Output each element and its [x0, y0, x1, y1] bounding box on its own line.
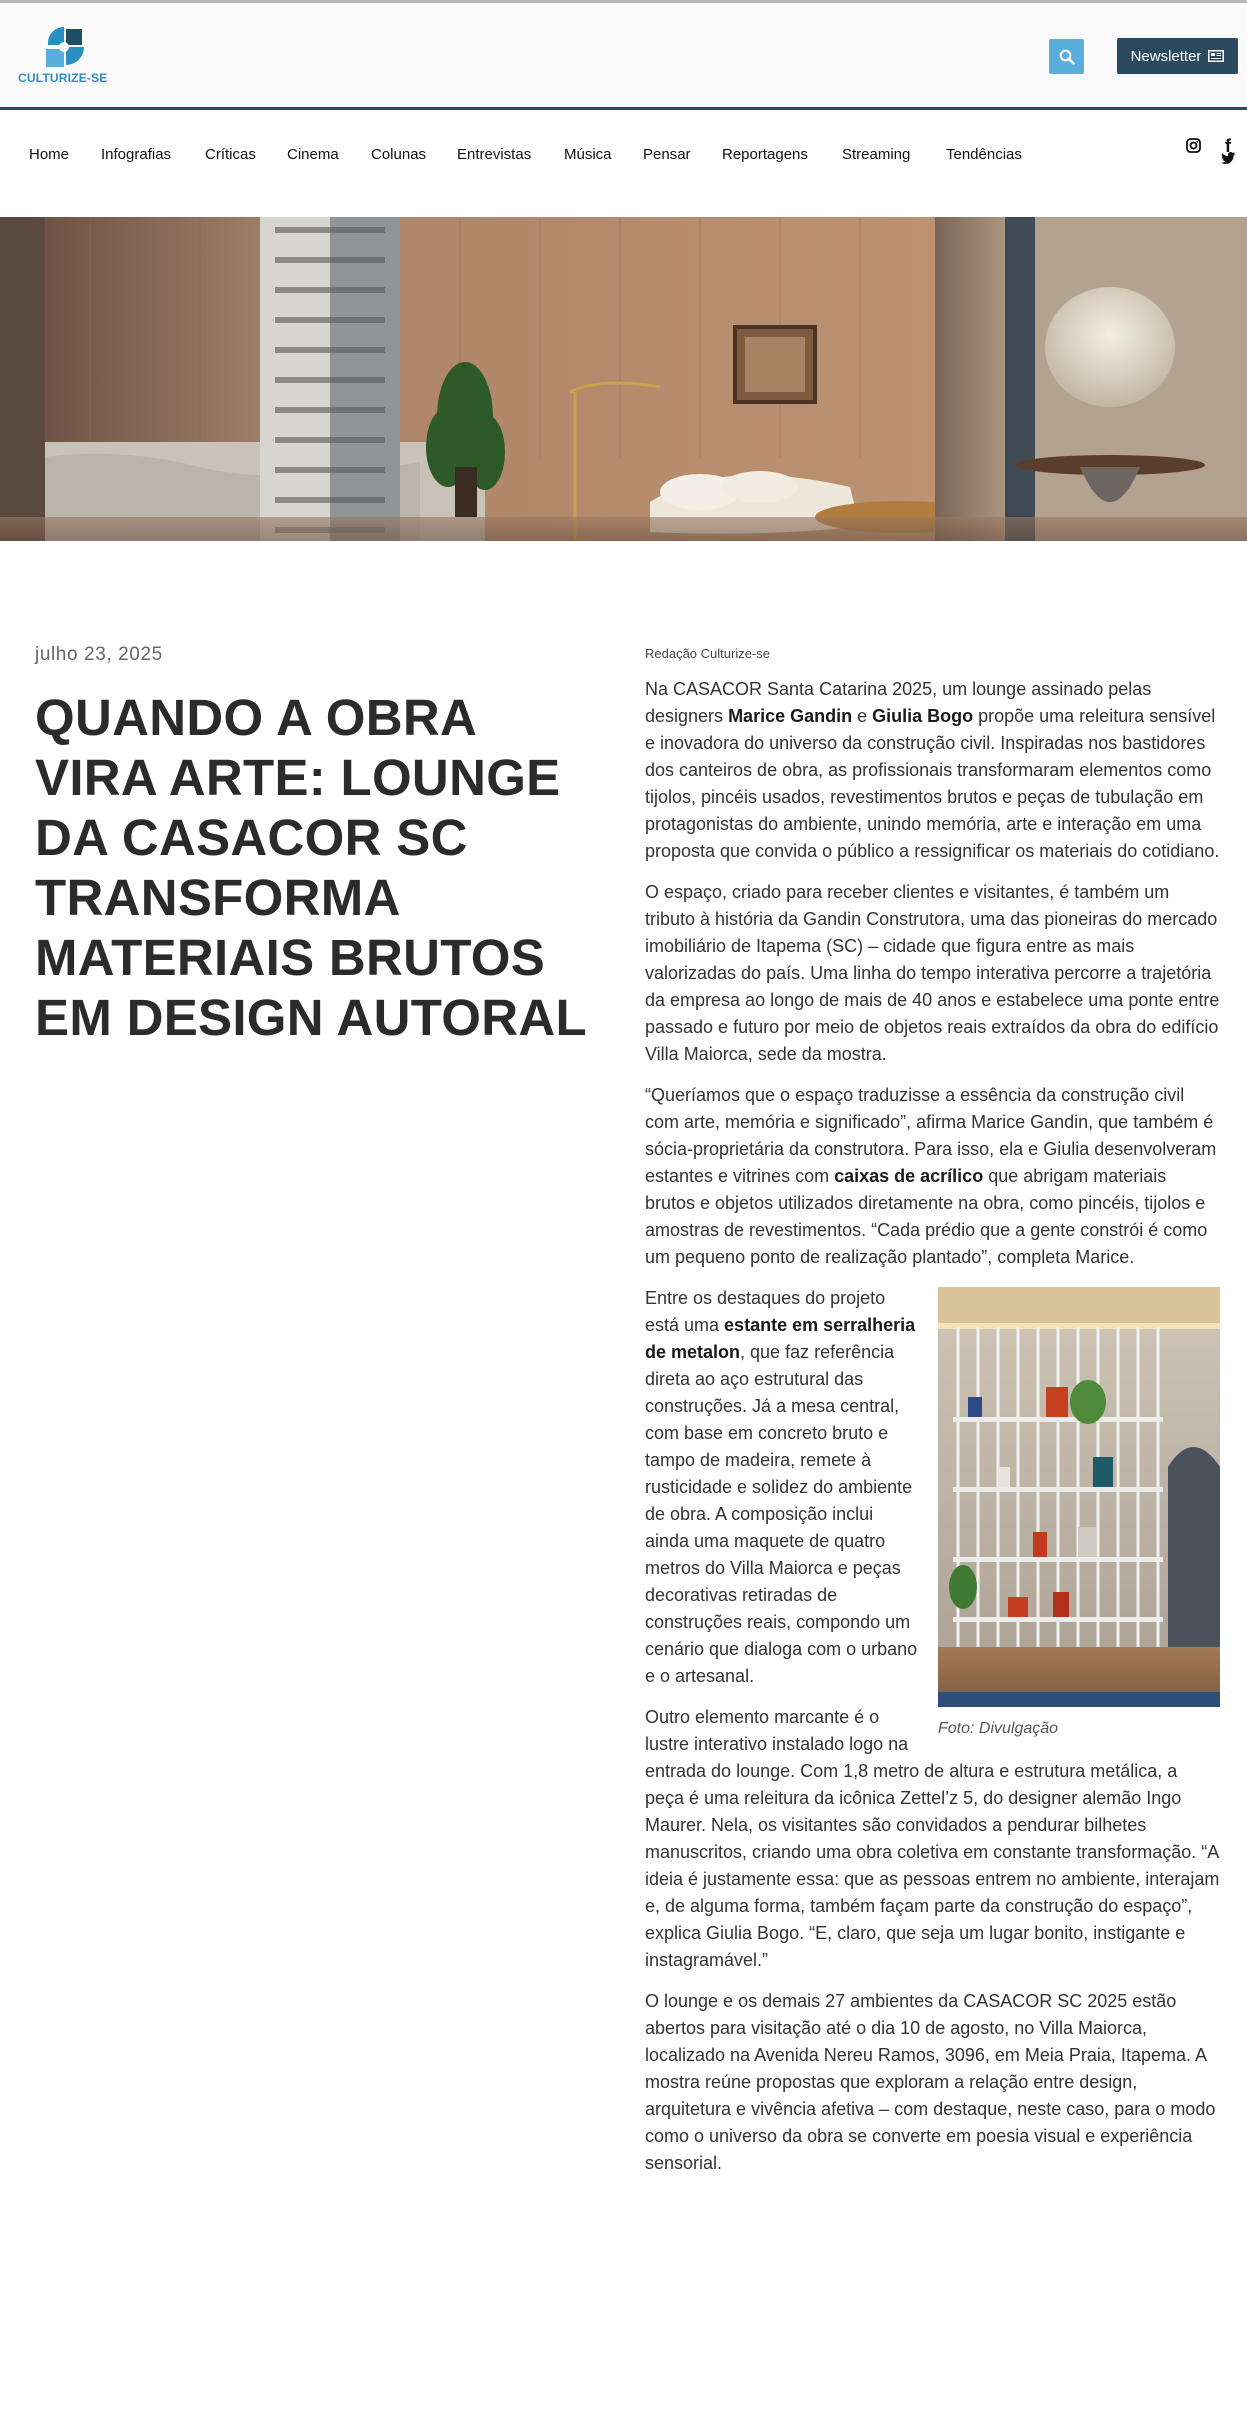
article-date: julho 23, 2025 — [35, 644, 163, 665]
nav-item-colunas[interactable]: Colunas — [371, 146, 427, 163]
paragraph-1: Na CASACOR Santa Catarina 2025, um lounge assinado pelas designers Marice Gandin e Giulia Bogo propõe uma releitura sensível e inovadora do universo da construção civil. Inspiradas nos bastidores dos canteiros de obra, as profissionais transformaram elementos como tijolos, pincéis usados, revestimentos brutos e peças de tubulação em protagonistas do ambiente, unindo memória, arte e interação em uma proposta que convida o público a ressignificar os materiais do cotidiano. — [645, 679, 1220, 861]
paragraph-6: O lounge e os demais 27 ambientes da CASACOR SC 2025 estão abertos para visitação até o dia 10 de agosto, no Villa Maiorca, localizado na Avenida Nereu Ramos, 3096, em Meia Praia, Itapema. A mostra reúne propostas que exploram a relação entre design, arquitetura e vivência afetiva – com destaque, neste caso, para o modo como o universo da obra se converte em poesia visual e experiência sensorial. — [645, 1991, 1216, 2173]
search-icon — [1059, 49, 1075, 65]
nav-item-tendencias[interactable]: Tendências — [946, 146, 1022, 163]
nav-item-pensar[interactable]: Pensar — [643, 146, 691, 163]
nav-item-criticas[interactable]: Críticas — [205, 146, 256, 163]
twitter-icon — [1221, 152, 1235, 164]
paragraph-3: “Queríamos que o espaço traduzisse a essência da construção civil com arte, memória e significado”, afirma Marice Gandin, que também é sócia-proprietária da construtora. Para isso, ela e Giulia desenvolveram estantes e vitrines com caixas de acrílico que abrigam materiais brutos e objetos utilizados diretamente na obra, como pincéis, tijolos e amostras de revestimentos. “Cada prédio que a gente constrói é como um pequeno ponto de realização plantado”, completa Marice. — [645, 1085, 1217, 1267]
figure-image[interactable] — [938, 1287, 1220, 1707]
article-author[interactable]: Redação Culturize-se — [645, 646, 771, 661]
site-header — [0, 0, 1247, 110]
figure-caption: Foto: Divulgação — [938, 1720, 1059, 1737]
nav-item-cinema[interactable]: Cinema — [287, 146, 339, 163]
instagram-link[interactable] — [1186, 138, 1201, 158]
main-nav — [0, 113, 1247, 210]
nav-item-infografias[interactable]: Infografias — [101, 146, 172, 163]
hero-image — [0, 217, 1247, 541]
article-body — [645, 676, 1220, 2191]
nav-item-streaming[interactable]: Streaming — [842, 146, 911, 163]
paragraph-2: O espaço, criado para receber clientes e visitantes, é também um tributo à história da Gandin Construtora, uma das pioneiras do mercado imobiliário de Itapema (SC) – cidade que figura entre as mais valorizadas do país. Uma linha do tempo interativa percorre a trajetória da empresa ao longo de mais de 40 anos e estabelece uma ponte entre passado e futuro por meio de objetos reais extraídos da obra do edifício Villa Maiorca, sede da mostra. — [645, 882, 1220, 1064]
paragraph-4: Entre os destaques do projeto está uma estante em serralheria de metalon, que faz referência direta ao aço estrutural das construções. Já a mesa central, com base em concreto bruto e tampo de madeira, remete à rusticidade e solidez do ambiente de obra. A composição inclui ainda uma maquete de quatro metros do Villa Maiorca e peças decorativas retiradas de construções reais, compondo um cenário que dialoga com o urbano e o artesanal. — [645, 1288, 918, 1686]
instagram-icon — [1186, 138, 1201, 153]
nav-item-musica[interactable]: Música — [564, 146, 612, 163]
newsletter-label: Newsletter — [1130, 47, 1202, 65]
article-figure — [938, 1287, 1220, 1742]
logo-text: CULTURIZE-SE — [18, 71, 108, 85]
nav-item-reportagens[interactable]: Reportagens — [722, 146, 808, 163]
search-button[interactable] — [1049, 39, 1084, 74]
site-logo[interactable] — [18, 25, 118, 91]
article-title: QUANDO A OBRA VIRA ARTE: LOUNGE DA CASACOR SC TRANSFORMA MATERIAIS BRUTOS EM DESIGN AUTORAL — [35, 689, 587, 1046]
nav-item-home[interactable]: Home — [29, 146, 70, 163]
nav-item-entrevistas[interactable]: Entrevistas — [457, 146, 532, 163]
newspaper-icon — [1208, 50, 1224, 62]
newsletter-button[interactable] — [1117, 38, 1238, 74]
facebook-icon[interactable]: f — [1225, 136, 1231, 156]
twitter-link[interactable] — [1221, 151, 1235, 169]
paragraph-5: Outro elemento marcante é o lustre interativo instalado logo na entrada do lounge. Com 1,8 metro de altura e estrutura metálica, a peça é uma releitura da icônica Zettel’z 5, do designer alemão Ingo Maurer. Nela, os visitantes são convidados a pendurar bilhetes manuscritos, criando uma obra coletiva em constante transformação. “A ideia é justamente essa: que as pessoas entrem no ambiente, interajam e, de alguma forma, também façam parte da construção do espaço”, explica Giulia Bogo. “E, claro, que seja um lugar bonito, instigante e instagramável.” — [645, 1707, 1220, 1970]
logo-mark-icon — [42, 25, 86, 69]
